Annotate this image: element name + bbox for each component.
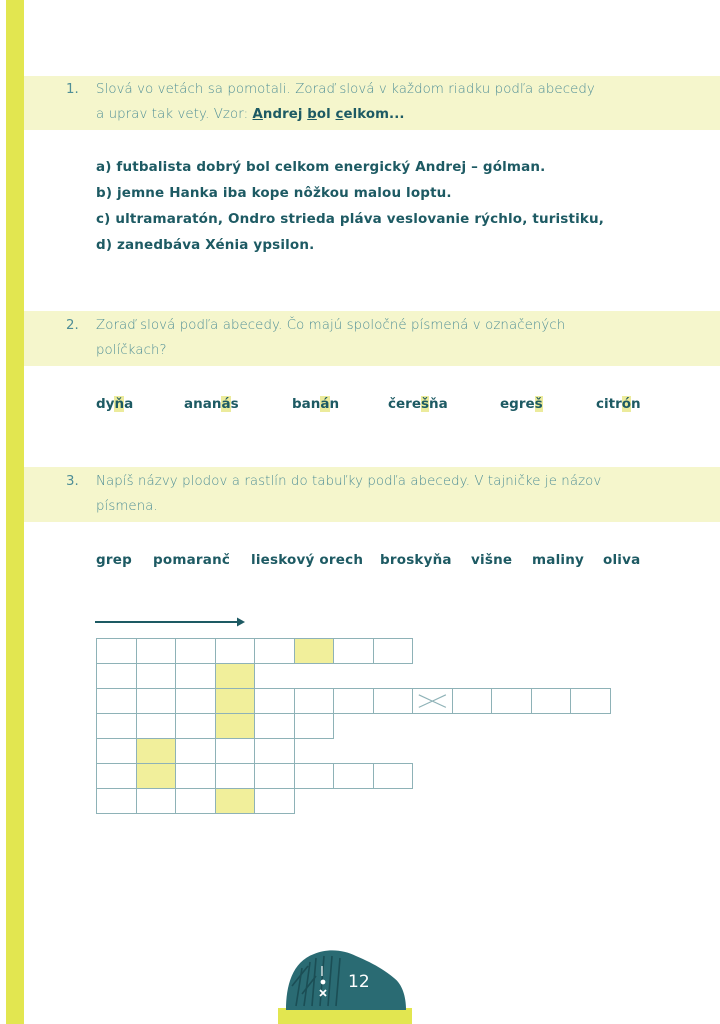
crossword-secret-cell[interactable]	[215, 688, 256, 714]
crossword-cell[interactable]	[373, 763, 414, 789]
plant-word: maliny	[532, 552, 585, 568]
hedgehog-mascot-icon	[282, 946, 410, 1012]
marked-letter: á	[320, 396, 330, 412]
crossword-cell[interactable]	[294, 763, 335, 789]
crossword-cell[interactable]	[215, 763, 256, 789]
crossword-cell[interactable]	[373, 688, 414, 714]
crossword-cell[interactable]	[175, 638, 216, 664]
task-2-number: 2.	[66, 318, 79, 333]
crossword-cell[interactable]	[96, 763, 137, 789]
crossword-cell[interactable]	[333, 763, 374, 789]
crossword-separator-cell	[412, 688, 453, 714]
sentence-a: a) futbalista dobrý bol celkom energický Andrej – gólman.	[96, 159, 546, 175]
crossword-cell[interactable]	[136, 713, 177, 739]
crossword-cell[interactable]	[333, 688, 374, 714]
plant-word: pomaranč	[153, 552, 231, 568]
sort-word: egreš	[500, 396, 543, 412]
crossword-cell[interactable]	[254, 763, 295, 789]
marked-letter: š	[534, 396, 543, 412]
task-3-line-2: písmena.	[96, 498, 158, 514]
crossword-secret-cell[interactable]	[136, 763, 177, 789]
example-initial: b	[307, 106, 317, 122]
crossword-cell[interactable]	[136, 788, 177, 814]
sort-word: citrón	[596, 396, 641, 412]
crossword-cell[interactable]	[373, 638, 414, 664]
crossword-cell[interactable]	[254, 738, 295, 764]
marked-letter: ó	[621, 396, 632, 412]
task-3-number: 3.	[66, 474, 79, 489]
task-1-number: 1.	[66, 82, 79, 97]
crossword-cell[interactable]	[136, 688, 177, 714]
task-1-line-2-text: a uprav tak vety. Vzor:	[96, 106, 253, 122]
crossword-secret-cell[interactable]	[136, 738, 177, 764]
crossword-secret-cell[interactable]	[294, 638, 335, 664]
crossword-cell[interactable]	[136, 663, 177, 689]
sort-word: čerešňa	[388, 396, 448, 412]
crossword-secret-cell[interactable]	[215, 713, 256, 739]
crossword-cell[interactable]	[215, 638, 256, 664]
crossword-cell[interactable]	[96, 713, 137, 739]
marked-letter: á	[221, 396, 231, 412]
plant-word: oliva	[603, 552, 641, 568]
task-1-line-2	[96, 103, 595, 128]
marked-letter: ň	[114, 396, 125, 412]
crossword-cell[interactable]	[215, 738, 256, 764]
crossword-cell[interactable]	[333, 638, 374, 664]
task-2-line-2: políčkach?	[96, 342, 167, 358]
task-1-line-1: Slová vo vetách sa pomotali. Zoraď slová v každom riadku podľa abecedy	[96, 82, 595, 97]
plant-word: grep	[96, 552, 132, 568]
crossword-cell[interactable]	[96, 688, 137, 714]
crossword-cell[interactable]	[254, 788, 295, 814]
sentence-b: b) jemne Hanka iba kope nôžkou malou loptu.	[96, 185, 452, 201]
plant-word: višne	[471, 552, 513, 568]
sort-word: ananás	[184, 396, 239, 412]
direction-arrow-icon	[95, 616, 247, 628]
crossword-cell[interactable]	[294, 713, 335, 739]
task-2-instruction	[96, 314, 565, 363]
crossword-cell[interactable]	[96, 738, 137, 764]
crossword-cell[interactable]	[175, 663, 216, 689]
crossword-cell[interactable]	[531, 688, 572, 714]
crossword-cell[interactable]	[452, 688, 493, 714]
crossword-cell[interactable]	[254, 638, 295, 664]
sort-word: dyňa	[96, 396, 134, 412]
sentence-d: d) zanedbáva Xénia ypsilon.	[96, 237, 315, 253]
plant-word: broskyňa	[380, 552, 452, 568]
crossword-cell[interactable]	[96, 638, 137, 664]
task-1-instruction	[96, 78, 595, 127]
crossword-cell[interactable]	[96, 788, 137, 814]
task-2-line-1: Zoraď slová podľa abecedy. Čo majú spoločné písmená v označených	[96, 318, 566, 333]
example-initial: A	[252, 106, 263, 122]
crossword-cell[interactable]	[175, 788, 216, 814]
crossword-secret-cell[interactable]	[215, 663, 256, 689]
task-1-example: Andrej bol celkom...	[252, 106, 405, 122]
page-number: 12	[348, 972, 370, 992]
crossword-secret-cell[interactable]	[215, 788, 256, 814]
side-accent-bar	[6, 0, 24, 1024]
sort-word: banán	[292, 396, 340, 412]
crossword-cell[interactable]	[254, 688, 295, 714]
crossword-cell[interactable]	[175, 688, 216, 714]
task-3-line-1: Napíš názvy plodov a rastlín do tabuľky podľa abecedy. V tajničke je názov	[96, 474, 602, 489]
example-initial: c	[335, 106, 344, 122]
cross-icon	[413, 689, 452, 713]
task-3-instruction	[96, 470, 601, 519]
crossword-cell[interactable]	[294, 688, 335, 714]
crossword-cell[interactable]	[136, 638, 177, 664]
sentence-c: c) ultramaratón, Ondro strieda pláva veslovanie rýchlo, turistiku,	[96, 211, 605, 227]
crossword-cell[interactable]	[175, 713, 216, 739]
crossword-cell[interactable]	[254, 713, 295, 739]
crossword-cell[interactable]	[96, 663, 137, 689]
marked-letter: š	[420, 396, 430, 412]
crossword-cell[interactable]	[491, 688, 532, 714]
crossword-cell[interactable]	[570, 688, 611, 714]
plant-word: lieskový orech	[251, 552, 364, 568]
crossword-cell[interactable]	[175, 738, 216, 764]
crossword-cell[interactable]	[175, 763, 216, 789]
